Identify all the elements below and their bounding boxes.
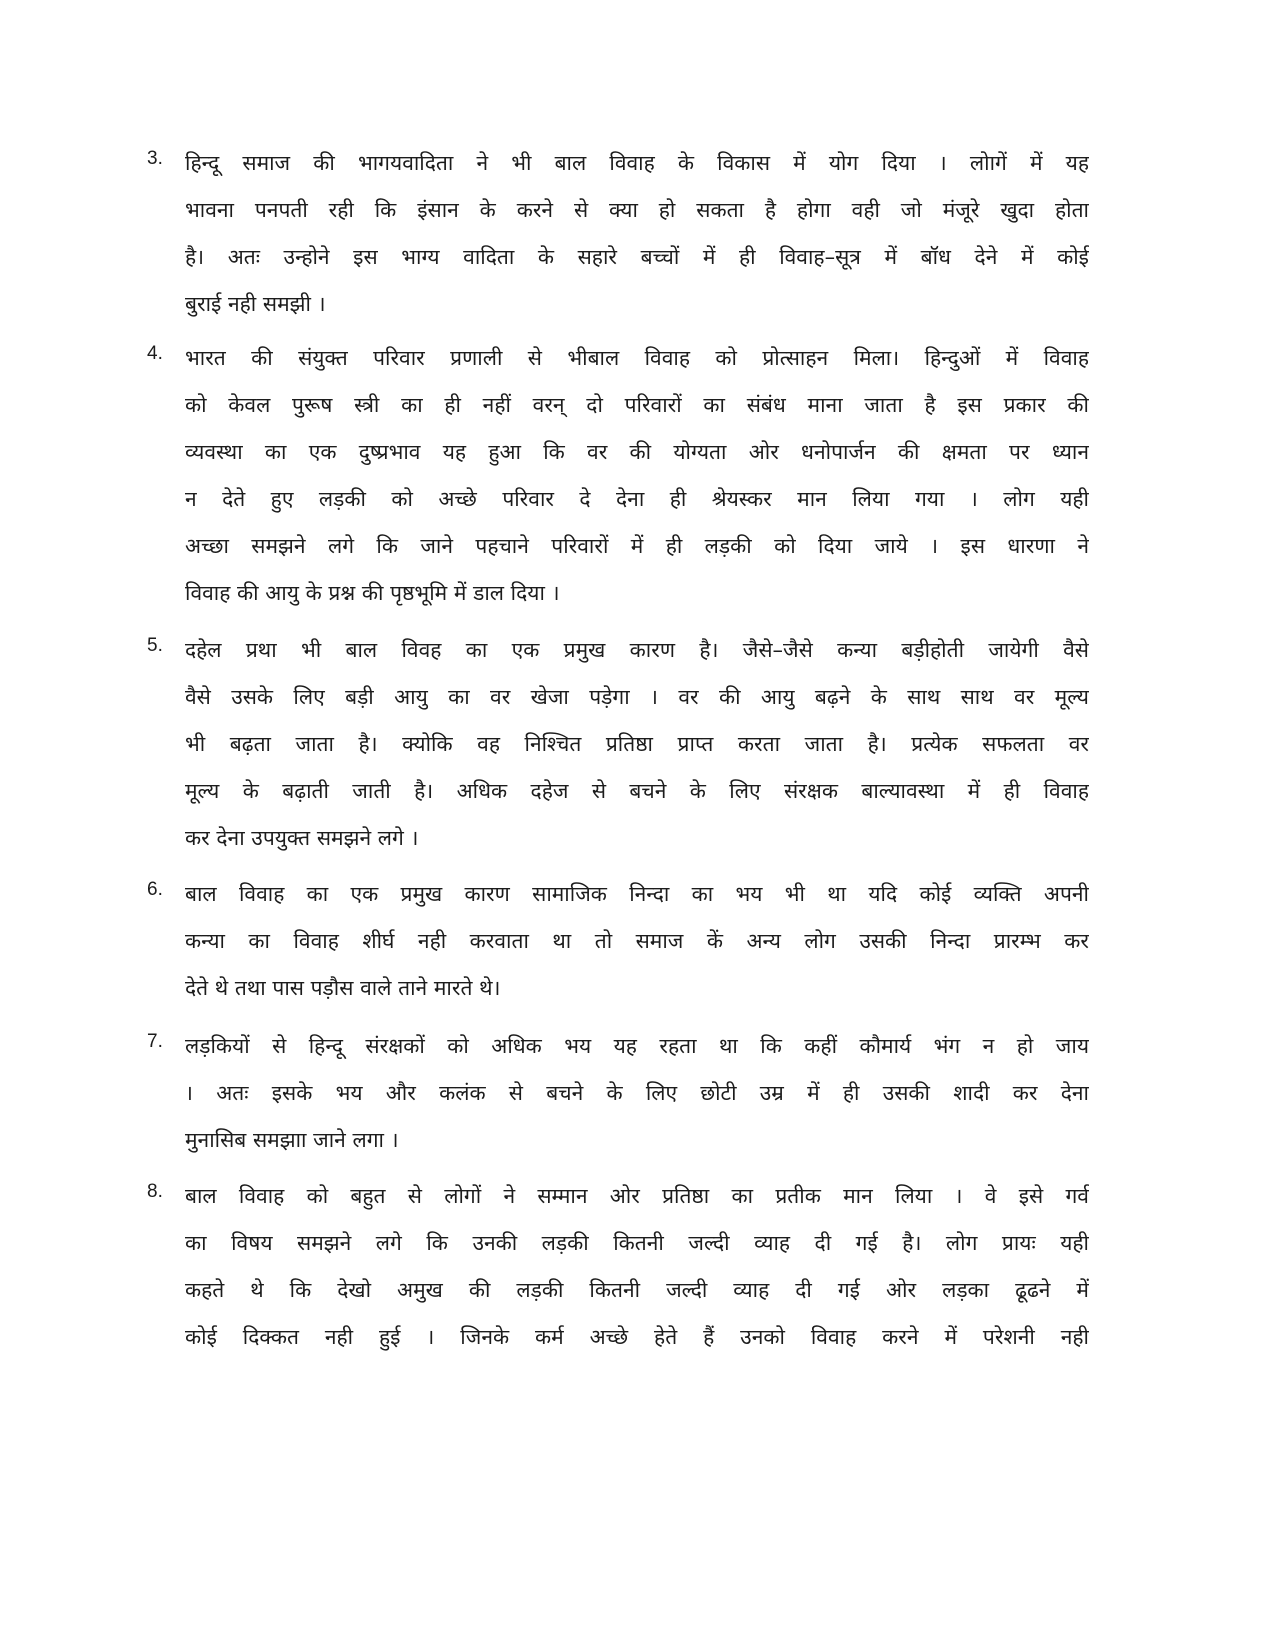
item-line: वैसे उसके लिए बड़ी आयु का वर खेजा पड़ेगा । वर की आयु बढ़ने के साथ साथ वर मूल्य [185, 685, 1089, 709]
item-line: मुनासिब समझाा जाने लगा । [185, 1128, 399, 1152]
item-number: 7. [147, 1031, 163, 1052]
item-line: को केवल पुरूष स्त्री का ही नहीं वरन् दो परिवारों का संबंध माना जाता है इस प्रकार की [185, 393, 1089, 417]
item-line: बुराई नही समझी । [185, 292, 326, 316]
item-line: मूल्य के बढ़ाती जाती है। अधिक दहेज से बचने के लिए संरक्षक बाल्यावस्था में ही विवाह [185, 779, 1089, 803]
item-line: व्यवस्था का एक दुष्प्रभाव यह हुआ कि वर की योग्यता ओर धनोपार्जन की क्षमता पर ध्यान [185, 440, 1089, 464]
item-line: भारत की संयुक्त परिवार प्रणाली से भीबाल विवाह को प्रोत्साहन मिला। हिन्दुओं में विवाह [185, 346, 1089, 370]
item-line: कन्या का विवाह शीर्घ नही करवाता था तो समाज कें अन्य लोग उसकी निन्दा प्रारम्भ कर [185, 929, 1089, 953]
item-line: अच्छा समझने लगे कि जाने पहचाने परिवारों में ही लड़की को दिया जाये । इस धारणा ने [185, 534, 1089, 558]
item-line: भावना पनपती रही कि इंसान के करने से क्या हो सकता है होगा वही जो मंजूरे खुदा होता [185, 198, 1089, 222]
item-line: का विषय समझने लगे कि उनकी लड़की कितनी जल्दी व्याह दी गई है। लोग प्रायः यही [185, 1231, 1089, 1255]
item-number: 4. [147, 343, 163, 364]
item-line: दहेल प्रथा भी बाल विवह का एक प्रमुख कारण है। जैसे–जैसे कन्या बड़ीहोती जायेगी वैसे [185, 638, 1089, 662]
item-line: कहते थे कि देखो अमुख की लड़की कितनी जल्दी व्याह दी गई ओर लड़का ढूढने में [185, 1278, 1089, 1302]
item-line: न देते हुए लड़की को अच्छे परिवार दे देना ही श्रेयस्कर मान लिया गया । लोग यही [185, 487, 1089, 511]
item-line: कोई दिक्कत नही हुई । जिनके कर्म अच्छे हेते हैं उनको विवाह करने में परेशनी नही [185, 1325, 1089, 1349]
item-line: कर देना उपयुक्त समझने लगे । [185, 826, 419, 850]
item-line: । अतः इसके भय और कलंक से बचने के लिए छोटी उम्र में ही उसकी शादी कर देना [185, 1081, 1089, 1105]
item-line: बाल विवाह का एक प्रमुख कारण सामाजिक निन्दा का भय भी था यदि कोई व्यक्ति अपनी [185, 882, 1089, 906]
item-line: हिन्दू समाज की भागयवादिता ने भी बाल विवाह के विकास में योग दिया । लोागें में यह [185, 151, 1089, 175]
item-line: बाल विवाह को बहुत से लोगों ने सम्मान ओर प्रतिष्ठा का प्रतीक मान लिया । वे इसे गर्व [185, 1184, 1089, 1208]
item-number: 6. [147, 879, 163, 900]
item-line: है। अतः उन्होने इस भाग्य वादिता के सहारे बच्चों में ही विवाह–सूत्र में बॉध देने में कोई [185, 245, 1089, 269]
item-line: देते थे तथा पास पड़ौस वाले ताने मारते थे। [185, 976, 501, 1000]
item-number: 3. [147, 148, 163, 169]
item-line: लड़कियों से हिन्दू संरक्षकों को अधिक भय यह रहता था कि कहीं कौमार्य भंग न हो जाय [185, 1034, 1089, 1058]
item-line: भी बढ़ता जाता है। क्योकि वह निश्चित प्रतिष्ठा प्राप्त करता जाता है। प्रत्येक सफलता वर [185, 732, 1089, 756]
item-number: 8. [147, 1181, 163, 1202]
item-number: 5. [147, 635, 163, 656]
item-line: विवाह की आयु के प्रश्न की पृष्ठभूमि में डाल दिया । [185, 581, 560, 605]
